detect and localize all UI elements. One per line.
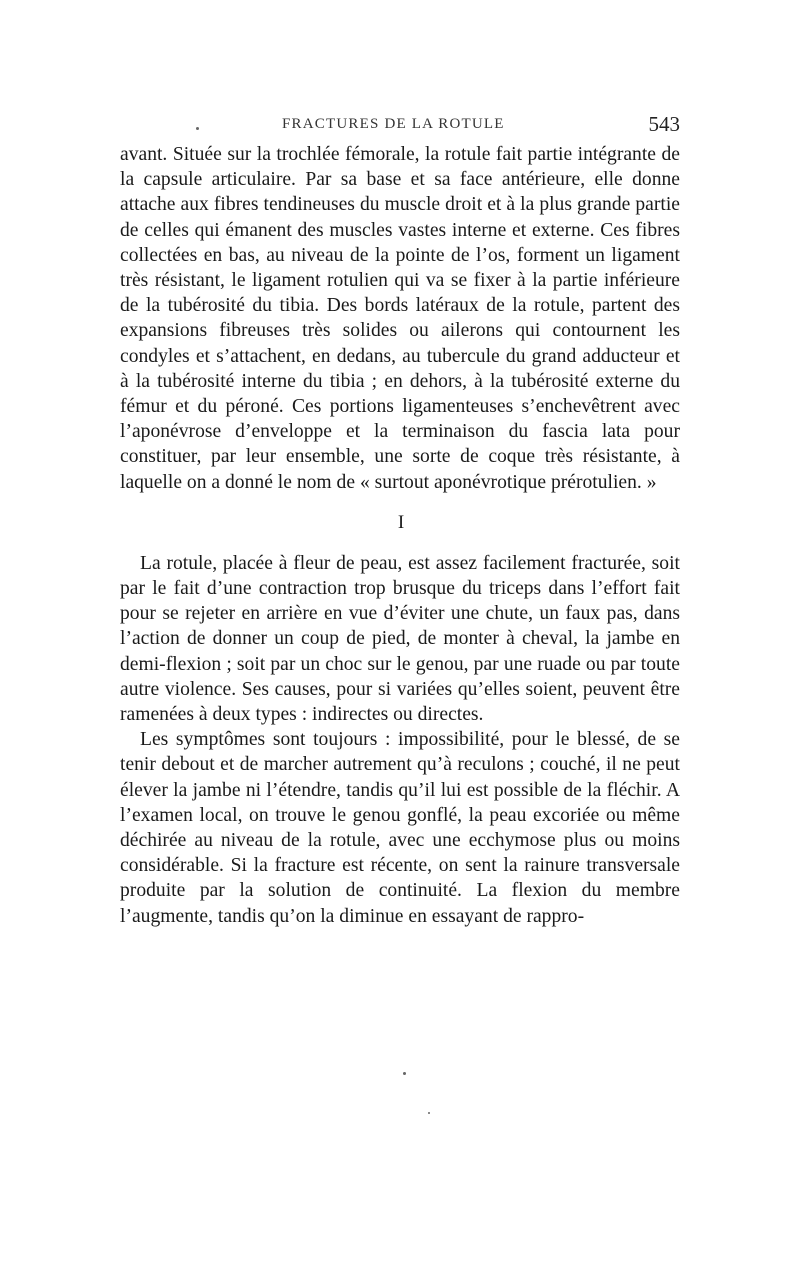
ink-speck [428, 1112, 430, 1114]
book-page [120, 112, 680, 929]
page-number: 543 [648, 112, 680, 136]
running-head [120, 112, 680, 142]
paragraph-causes: La rotule, placée à fleur de peau, est assez facilement fracturée, soit par le fait d’une contraction trop brusque du triceps dans l’effort fait pour se rejeter en arrière en vue d’éviter une chute, un faux pas, dans l’action de donner un coup de pied, de monter à cheval, la jambe en demi-flexion ; soit par un choc sur le genou, par une ruade ou par toute autre violence. Ses causes, pour si variées qu’elles soient, peuvent être ramenées à deux types : indirectes ou directes. [120, 552, 680, 726]
paragraph-continuation: avant. Située sur la trochlée fémorale, la rotule fait partie intégrante de la capsule articulaire. Par sa base et sa face antérieure, elle donne attache aux fibres tendineuses du muscle droit et à la plus grande partie de celles qui émanent des muscles vastes interne et externe. Ces fibres collectées en bas, au niveau de la pointe de l’os, forment un ligament très résistant, le ligament rotulien qui va se fixer à la partie inférieure de la tubérosité du tibia. Des bords latéraux de la rotule, partent des expansions fibreuses très solides ou ailerons qui contournent les condyles et s’attachent, en dedans, au tubercule du grand adducteur et à la tubérosité interne du tibia ; en dehors, à la tubérosité externe du fémur et du péroné. Ces portions ligamenteuses s’enchevêtrent avec l’aponévrose d’enveloppe et la terminaison du fascia lata pour constituer, par leur ensemble, une sorte de coque très résistante, à laquelle on a donné le nom de « surtout aponévrotique prérotulien. » [120, 144, 680, 493]
running-title: FRACTURES DE LA ROTULE [282, 116, 505, 132]
ink-speck [403, 1072, 406, 1075]
ink-speck [196, 127, 199, 130]
section-marker: I [397, 511, 405, 533]
paragraph-symptoms: Les symptômes sont toujours : impossibilité, pour le blessé, de se tenir debout et de marcher autrement qu’à reculons ; couché, il ne peut élever la jambe ni l’étendre, tandis qu’il lui est possible de la fléchir. A l’examen local, on trouve le genou gonflé, la peau excoriée ou même déchirée au niveau de la rotule, avec une ecchymose plus ou moins considérable. Si la fracture est récente, on sent la rainure transversale produite par la solution de continuité. La flexion du membre l’augmente, tandis qu’on la diminue en essayant de rappro- [120, 729, 680, 927]
